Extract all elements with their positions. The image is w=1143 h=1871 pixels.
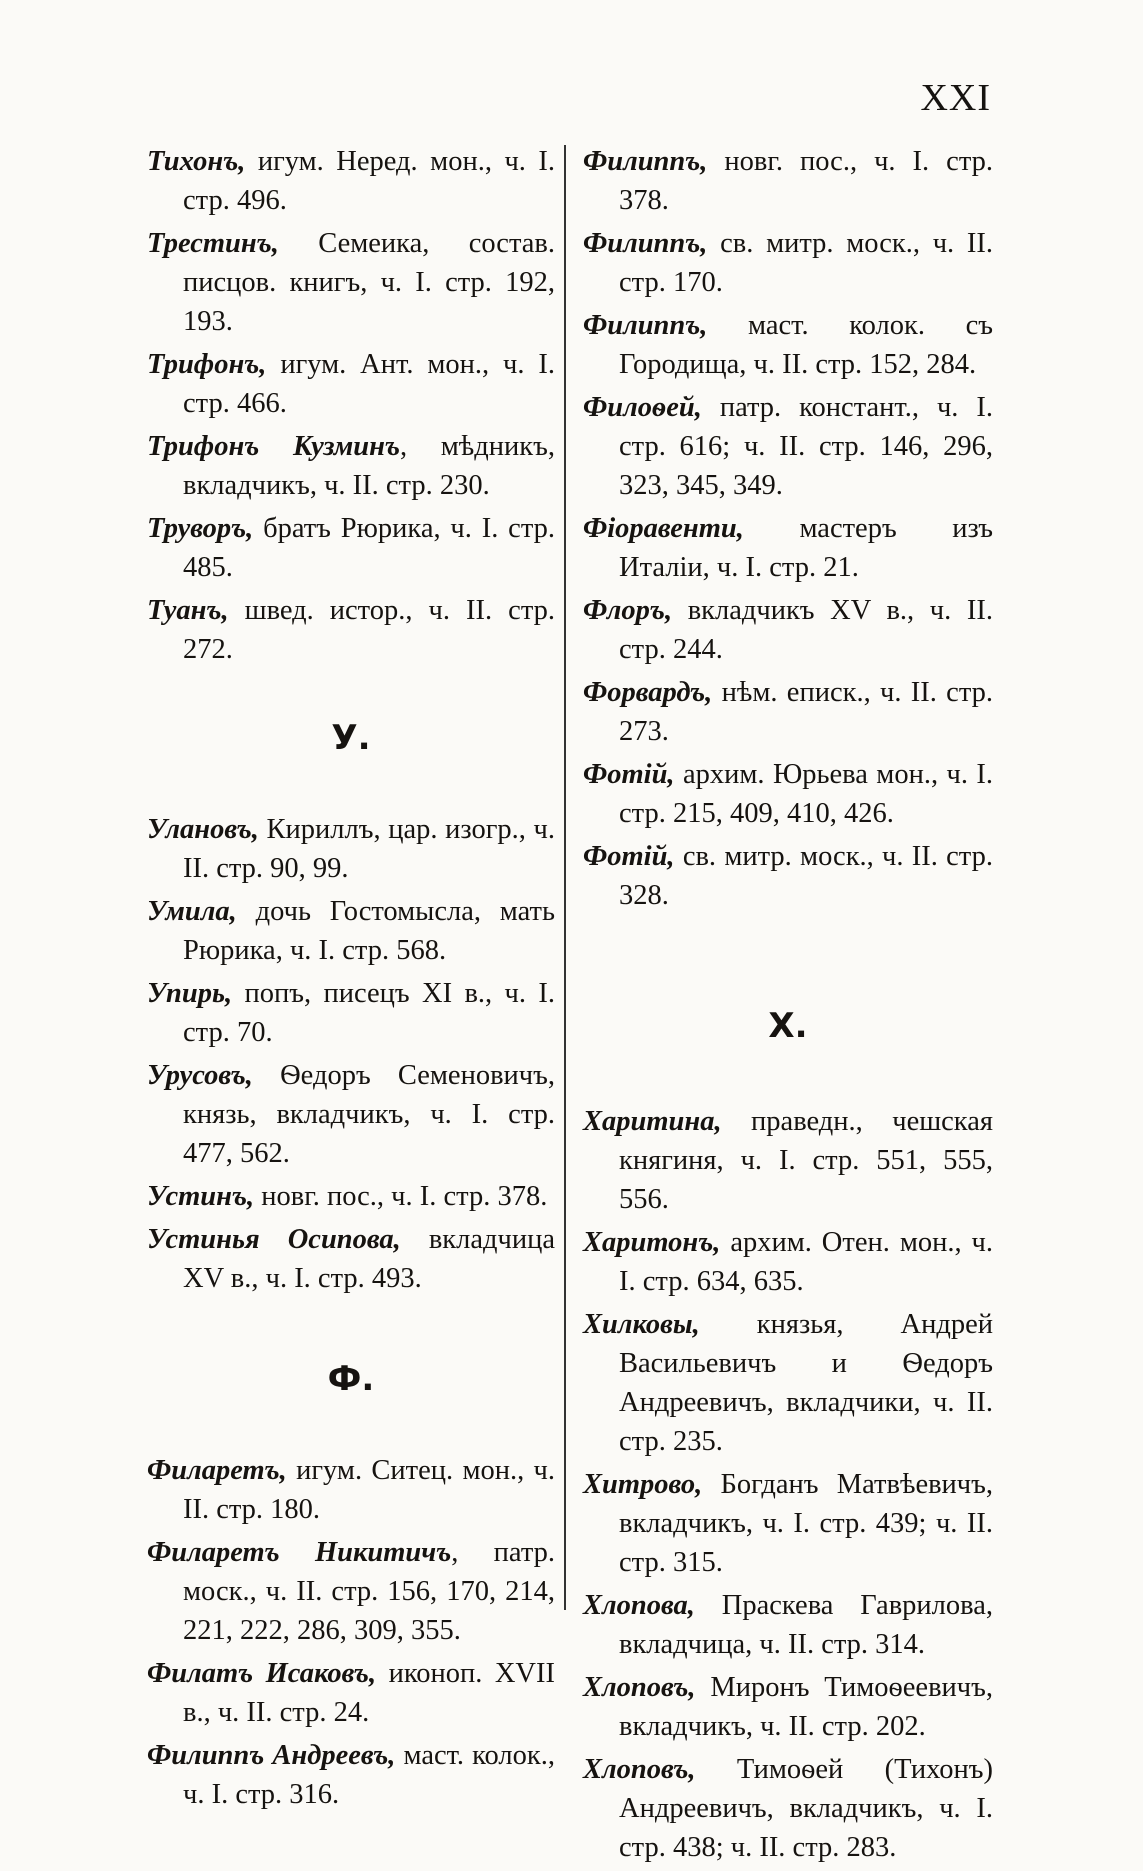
index-entry — [583, 755, 993, 833]
entry-name: Труворъ, — [147, 513, 254, 544]
entry-name: Флоръ, — [583, 595, 673, 626]
entry-name: Туанъ, — [147, 595, 229, 626]
entry-text: архим. Отен. мон., ч. I. стр. 634, 635. — [619, 1227, 993, 1297]
entry-text: св. митр. моск., ч. II. стр. 328. — [619, 841, 993, 911]
entry-text: иконоп. XVII в., ч. II. стр. 24. — [183, 1658, 555, 1728]
index-entry — [583, 1465, 993, 1582]
index-entry — [147, 1177, 555, 1216]
page-number: XXI — [920, 77, 991, 119]
index-entry — [147, 974, 555, 1052]
entry-text: дочь Гостомысла, мать Рюрика, ч. I. стр. 568. — [183, 896, 555, 966]
index-entry — [583, 142, 993, 220]
entry-name: Филиппъ, — [583, 310, 708, 341]
entry-name: Трифонъ, — [147, 349, 267, 380]
entry-text: , мѣдникъ, вкладчикъ, ч. II. стр. 230. — [183, 431, 555, 501]
entry-name: Фотій, — [583, 841, 675, 872]
entry-name: Харитонъ, — [583, 1227, 721, 1258]
entry-text: Миронъ Тимоѳеевичъ, вкладчикъ, ч. II. стр. 202. — [619, 1672, 993, 1742]
index-entry — [583, 1102, 993, 1219]
index-entry — [147, 591, 555, 669]
index-entry — [147, 810, 555, 888]
index-entry — [147, 345, 555, 423]
entry-text: Тимоѳей (Тихонъ) Андреевичъ, вкладчикъ, ч. I. стр. 438; ч. II. стр. 283. — [619, 1754, 993, 1863]
entry-name: Улановъ, — [147, 814, 259, 845]
entry-name: Тихонъ, — [147, 146, 246, 177]
entry-text: маст. колок. съ Городища, ч. II. стр. 152, 284. — [619, 310, 993, 380]
entry-name: Хлопова, — [583, 1590, 695, 1621]
index-entry — [147, 142, 555, 220]
index-entry — [147, 1736, 555, 1814]
entry-text: игум. Ант. мон., ч. I. стр. 466. — [183, 349, 555, 419]
index-entry — [583, 306, 993, 384]
entry-name: Филаретъ, — [147, 1455, 287, 1486]
entry-name: Устинъ, — [147, 1181, 255, 1212]
index-entry — [583, 388, 993, 505]
index-entry — [583, 509, 993, 587]
index-entry — [583, 1305, 993, 1461]
index-entry — [583, 1586, 993, 1664]
index-entry — [583, 591, 993, 669]
index-entry — [147, 509, 555, 587]
entry-name: Харитина, — [583, 1106, 722, 1137]
index-entry — [147, 224, 555, 341]
entry-name: Хилковы, — [583, 1309, 700, 1340]
entry-text: князья, Андрей Васильевичъ и Ѳедоръ Андреевичъ, вкладчики, ч. II. стр. 235. — [619, 1309, 993, 1457]
entries-kh — [583, 1102, 993, 1867]
entry-name: Филиппъ, — [583, 228, 708, 259]
index-entry — [147, 1220, 555, 1298]
entry-name: Урусовъ, — [147, 1060, 253, 1091]
column-divider — [564, 145, 566, 1610]
entry-text: игум. Ситец. мон., ч. II. стр. 180. — [183, 1455, 555, 1525]
index-entry — [583, 1750, 993, 1867]
entry-text: игум. Неред. мон., ч. I. стр. 496. — [183, 146, 555, 216]
entry-text: , патр. моск., ч. II. стр. 156, 170, 214, 221, 222, 286, 309, 355. — [183, 1537, 555, 1646]
entry-text: вкладчица XV в., ч. I. стр. 493. — [183, 1224, 555, 1294]
index-entry — [583, 1668, 993, 1746]
index-entry — [147, 1654, 555, 1732]
index-entry — [147, 1533, 555, 1650]
entry-name: Хлоповъ, — [583, 1672, 696, 1703]
entry-text: патр. констант., ч. I. стр. 616; ч. II. стр. 146, 296, 323, 345, 349. — [619, 392, 993, 501]
entry-text: Кириллъ, цар. изогр., ч. II. стр. 90, 99. — [183, 814, 555, 884]
entry-name: Трестинъ, — [147, 228, 279, 259]
entries-f-right — [583, 142, 993, 915]
entry-name: Хлоповъ, — [583, 1754, 696, 1785]
index-entry — [583, 673, 993, 751]
entry-name: Трифонъ Кузминъ — [147, 431, 400, 462]
index-entry — [147, 892, 555, 970]
entry-name: Умила, — [147, 896, 237, 927]
entry-text: Праскева Гаврилова, вкладчица, ч. II. стр. 314. — [619, 1590, 993, 1660]
entry-text: братъ Рюрика, ч. I. стр. 485. — [183, 513, 555, 583]
entry-name: Филиппъ Андреевъ, — [147, 1740, 396, 1771]
left-column — [147, 142, 555, 1818]
section-heading-f: Ф. — [327, 1359, 375, 1399]
entry-text: швед. истор., ч. II. стр. 272. — [183, 595, 555, 665]
entry-text: архим. Юрьева мон., ч. I. стр. 215, 409, 410, 426. — [619, 759, 993, 829]
entry-text: Семеика, состав. писцов. книгъ, ч. I. стр. 192, 193. — [183, 228, 555, 337]
entries-f-left — [147, 1451, 555, 1814]
entry-text: Ѳедоръ Семеновичъ, князь, вкладчикъ, ч. I. стр. 477, 562. — [183, 1060, 555, 1169]
entry-name: Филатъ Исаковъ, — [147, 1658, 377, 1689]
index-entry — [147, 1451, 555, 1529]
entry-name: Фотій, — [583, 759, 675, 790]
entry-text: мастеръ изъ Италіи, ч. I. стр. 21. — [619, 513, 993, 583]
entry-text: попъ, писецъ XI в., ч. I. стр. 70. — [183, 978, 555, 1048]
entry-text: св. митр. моск., ч. II. стр. 170. — [619, 228, 993, 298]
entry-name: Филиппъ, — [583, 146, 708, 177]
right-column — [583, 142, 993, 1871]
index-entry — [583, 224, 993, 302]
index-entry — [583, 1223, 993, 1301]
index-entry — [583, 837, 993, 915]
entry-name: Филаретъ Никитичъ — [147, 1537, 452, 1568]
entries-top — [147, 142, 555, 669]
index-entry — [147, 1056, 555, 1173]
entry-text: Богданъ Матвѣевичъ, вкладчикъ, ч. I. стр. 439; ч. II. стр. 315. — [619, 1469, 993, 1578]
entry-name: Форвардъ, — [583, 677, 713, 708]
entries-u — [147, 810, 555, 1298]
section-heading-u: У. — [331, 718, 371, 758]
entry-name: Упирь, — [147, 978, 233, 1009]
entry-text: новг. пос., ч. I. стр. 378. — [254, 1181, 548, 1212]
entry-name: Хитрово, — [583, 1469, 703, 1500]
index-entry — [147, 427, 555, 505]
entry-name: Фіоравенти, — [583, 513, 744, 544]
entry-text: праведн., чешская княгиня, ч. I. стр. 551, 555, 556. — [619, 1106, 993, 1215]
entry-text: нѣм. еписк., ч. II. стр. 273. — [619, 677, 993, 747]
entry-text: вкладчикъ XV в., ч. II. стр. 244. — [619, 595, 993, 665]
entry-name: Филоѳей, — [583, 392, 702, 423]
section-heading-kh: Х. — [768, 1006, 808, 1046]
entry-text: новг. пос., ч. I. стр. 378. — [619, 146, 993, 216]
entry-name: Устинья Осипова, — [147, 1224, 401, 1255]
entry-text: маст. колок., ч. I. стр. 316. — [183, 1740, 555, 1810]
